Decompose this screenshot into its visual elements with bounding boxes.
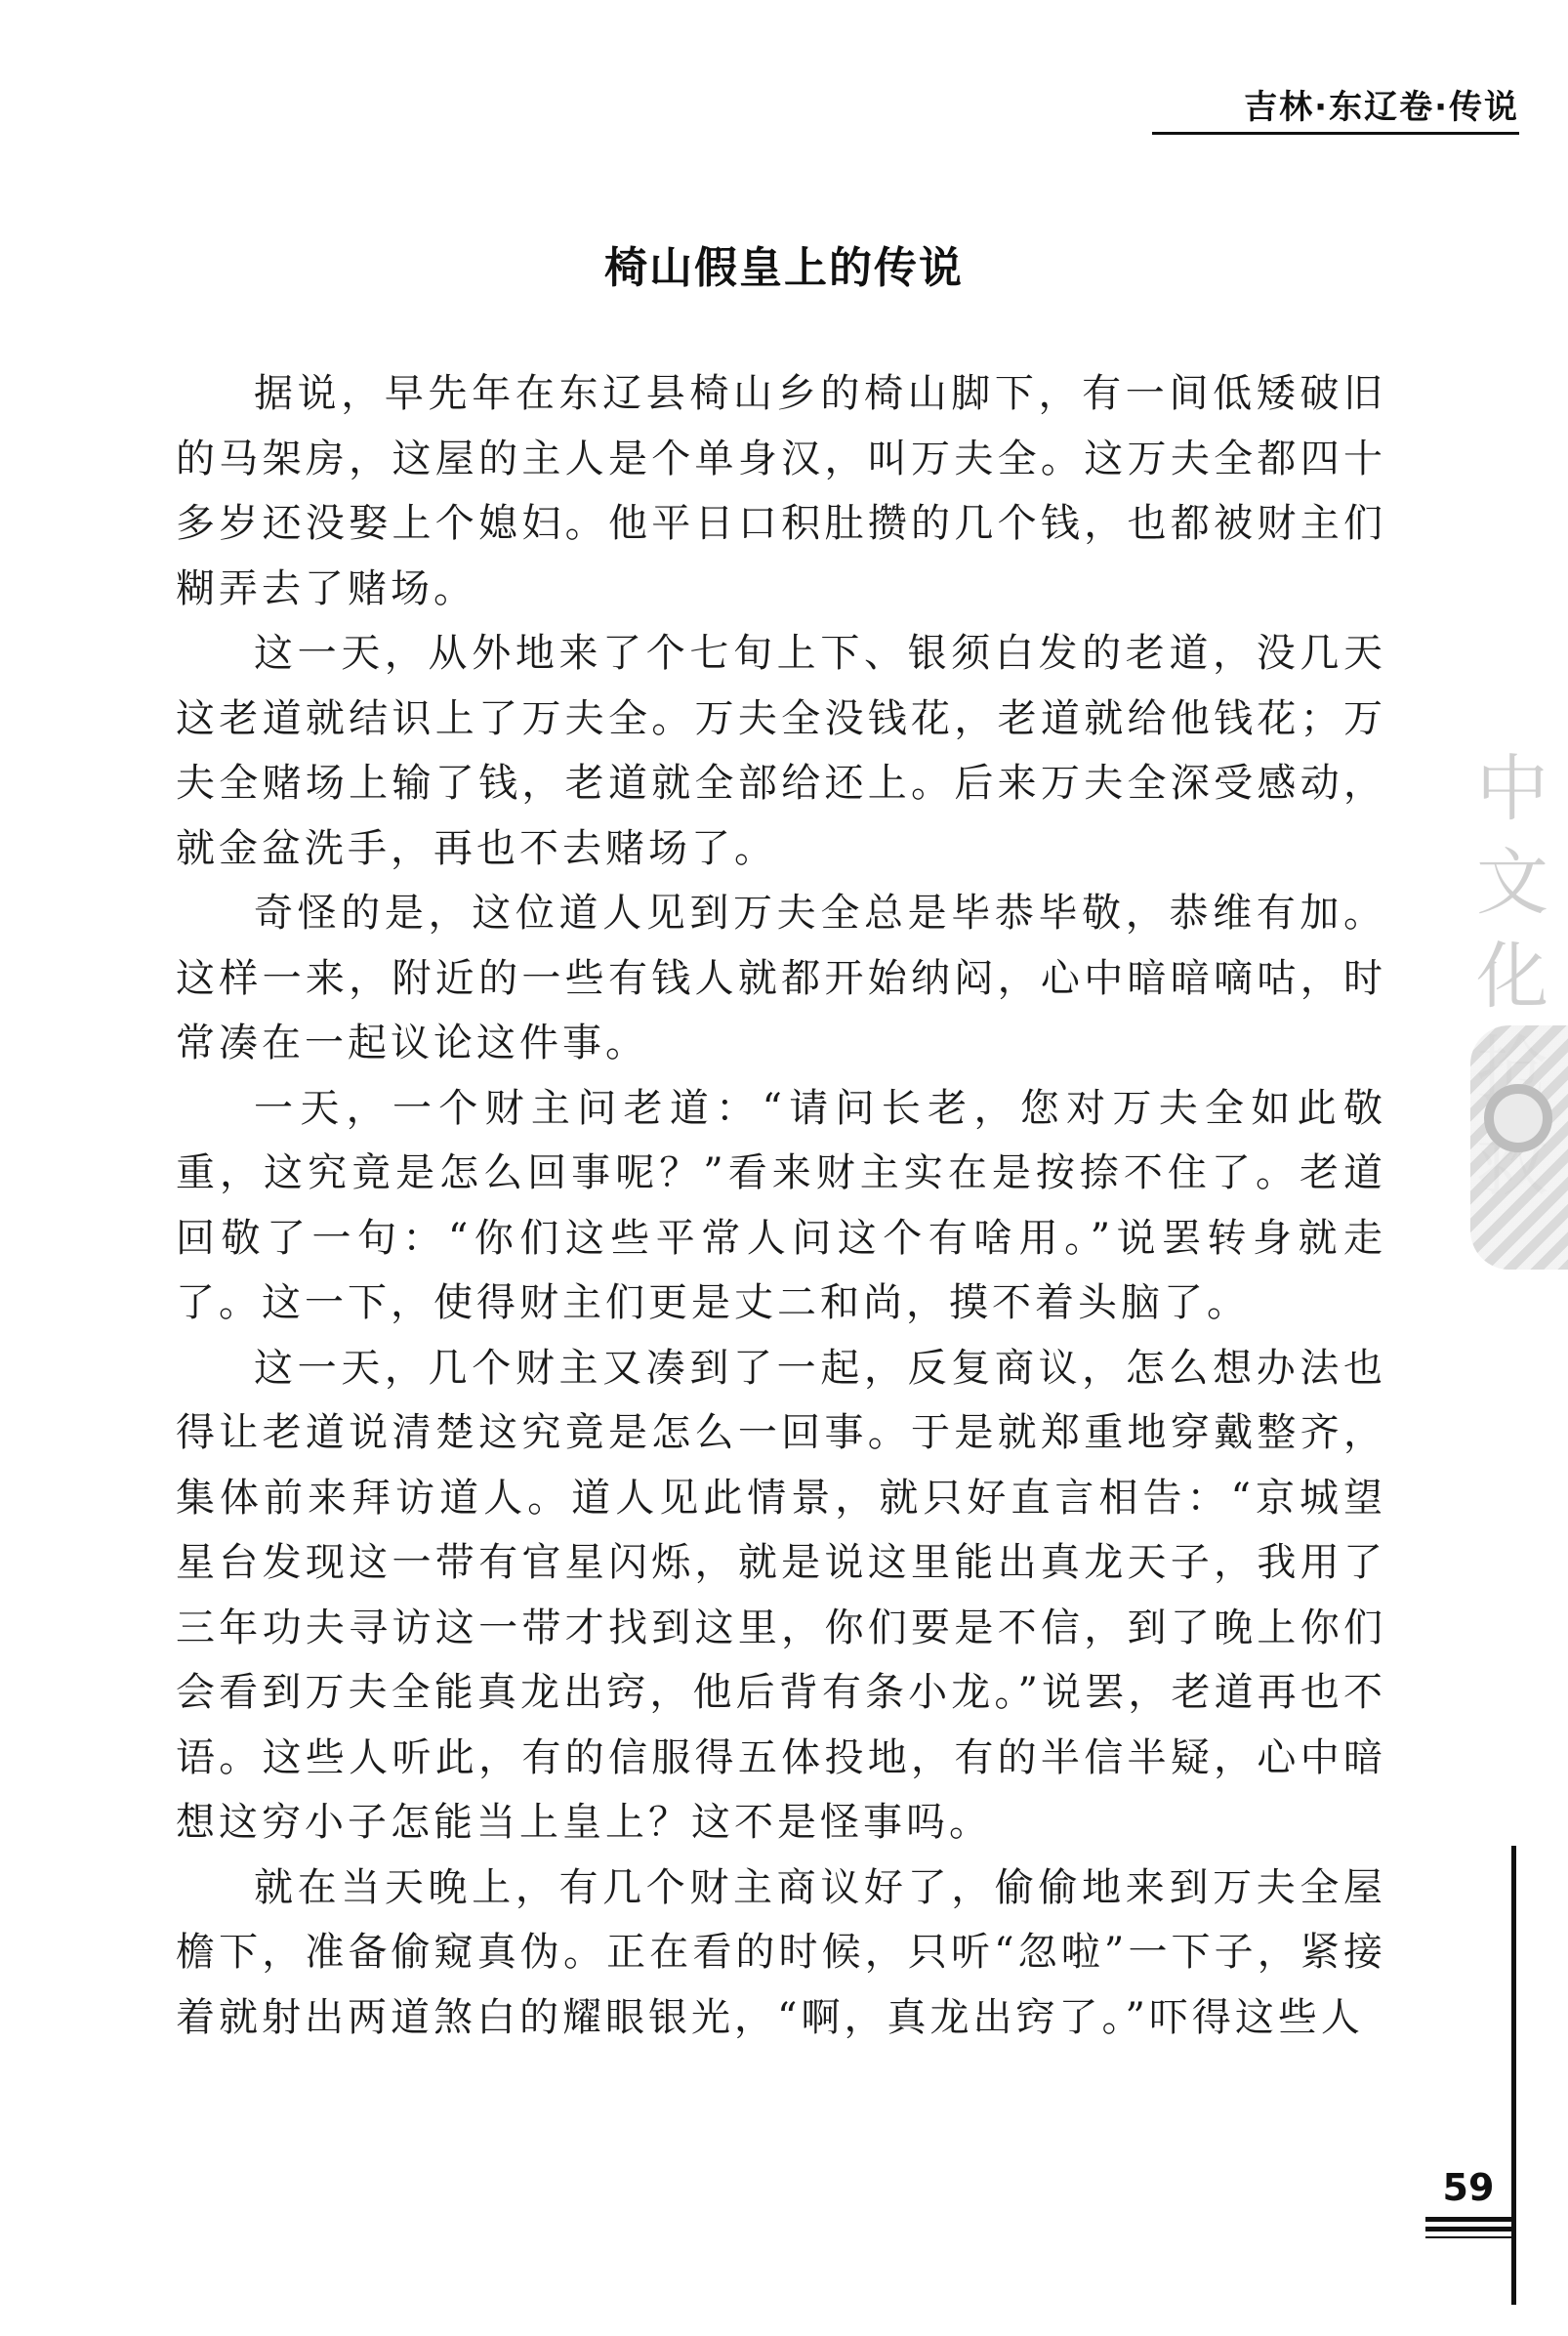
side-thumb-tab [1465,742,1568,1289]
header-rule [1152,132,1519,135]
paragraph: 就在当天晚上，有几个财主商议好了，偷偷地来到万夫全屋檐下，准备偷窥真伪。正在看的时候，只听“忽啦”一下子，紧接着就射出两道煞白的耀眼银光，“啊，真龙出窍了。”吓得这些人 [176,1864,1386,2040]
running-head: 吉林·东辽卷·传说 [1244,88,1519,127]
side-tab-text: 文化 [1476,841,1548,1019]
side-tab-text: 中 [1476,747,1548,831]
paragraph: 奇怪的是，这位道人见到万夫全总是毕恭毕敬，恭维有加。这样一来，附近的一些有钱人就都开始纳闷，心中暗暗嘀咕，时常凑在一起议论这件事。 [176,891,1386,1065]
paragraph: 这一天，几个财主又凑到了一起，反复商议，怎么想办法也得让老道说清楚这究竟是怎么一回事。于是就郑重地穿戴整齐，集体前来拜访道人。道人见此情景，就只好直言相告：“京城望星台发现这一带有官星闪烁，就是说这里能出真龙天子，我用了三年功夫寻访这一带才找到这里，你们要是不信，到了晚上你们会看到万夫全能真龙出窍，他后背有条小龙。”说罢，老道再也不语。这些人听此，有的信服得五体投地，有的半信半疑，心中暗想这穷小子怎能当上皇上？这不是怪事吗。 [176,1345,1386,1845]
folio-rule [1425,2217,1515,2222]
paragraph: 一天，一个财主问老道：“请问长老，您对万夫全如此敬重，这究竟是怎么回事呢？”看来财主实在是按捺不住了。老道回敬了一句：“你们这些平常人问这个有啥用。”说罢转身就走了。这一下，使得财主们更是丈二和尚，摸不着头脑了。 [176,1085,1386,1325]
page-number: 59 [1442,2166,1495,2209]
body-text [176,361,1386,2050]
folio-rule [1425,2236,1515,2238]
page-title: 椅山假皇上的传说 [604,243,964,293]
paragraph: 这一天，从外地来了个七旬上下、银须白发的老道，没几天这老道就结识上了万夫全。万夫全没钱花，老道就给他钱花；万夫全赌场上输了钱，老道就全部给还上。后来万夫全深受感动，就金盆洗手，再也不去赌场了。 [176,631,1386,871]
paragraph: 据说，早先年在东辽县椅山乡的椅山脚下，有一间低矮破旧的马架房，这屋的主人是个单身汉，叫万夫全。这万夫全都四十多岁还没娶上个媳妇。他平日口积肚攒的几个钱，也都被财主们糊弄去了赌场。 [176,371,1386,611]
decorative-ring-icon [1484,1084,1552,1152]
folio-rule [1425,2227,1515,2232]
